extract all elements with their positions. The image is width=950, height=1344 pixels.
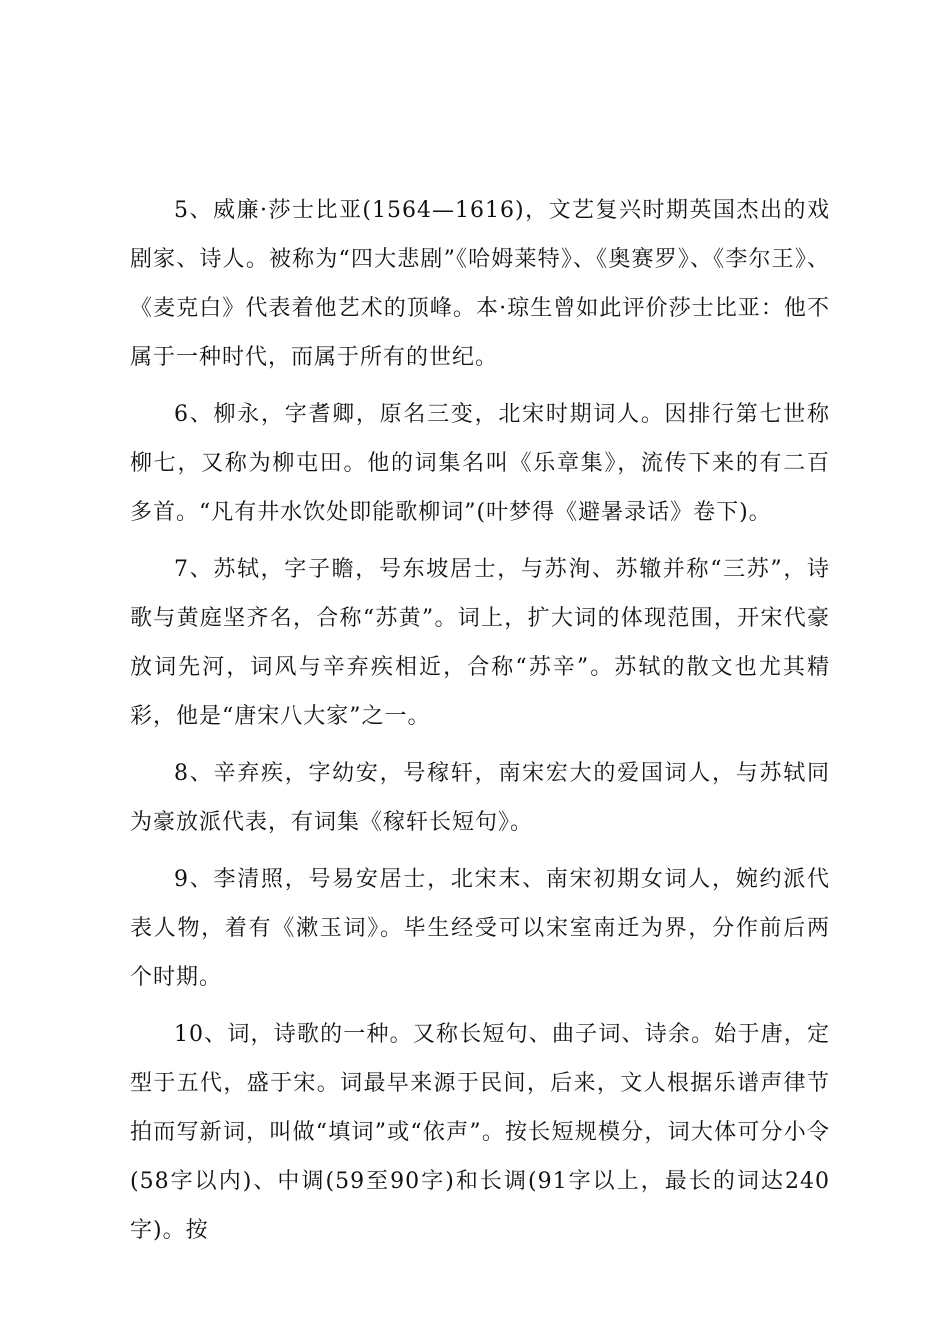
document-body xyxy=(130,186,830,1263)
paragraph-ci-poetry: 10、词，诗歌的一种。又称长短句、曲子词、诗余。始于唐，定型于五代，盛于宋。词最早来源于民间，后来，文人根据乐谱声律节拍而写新词，叫做“填词”或“依声”。按长短规模分，词大体可分小令(58字以内)、中调(59至90字)和长调(91字以上，最长的词达240字)。按 xyxy=(130,1022,830,1243)
paragraph-su-shi: 7、苏轼，字子瞻，号东坡居士，与苏洵、苏辙并称“三苏”，诗歌与黄庭坚齐名，合称“苏黄”。词上，扩大词的体现范围，开宋代豪放词先河，词风与辛弃疾相近，合称“苏辛”。苏轼的散文也尤其精彩，他是“唐宋八大家”之一。 xyxy=(130,557,830,729)
paragraph-shakespeare: 5、威廉·莎士比亚(1564—1616)，文艺复兴时期英国杰出的戏剧家、诗人。被称为“四大悲剧”《哈姆莱特》、《奥赛罗》、《李尔王》、《麦克白》代表着他艺术的顶峰。本·琼生曾如此评价莎士比亚：他不属于一种时代，而属于所有的世纪。 xyxy=(130,198,830,370)
paragraph-li-qingzhao: 9、李清照，号易安居士，北宋末、南宋初期女词人，婉约派代表人物，着有《漱玉词》。毕生经受可以宋室南迁为界，分作前后两个时期。 xyxy=(130,867,830,990)
paragraph-liu-yong: 6、柳永，字耆卿，原名三变，北宋时期词人。因排行第七世称柳七，又称为柳屯田。他的词集名叫《乐章集》，流传下来的有二百多首。“凡有井水饮处即能歌柳词”(叶梦得《避暑录话》卷下)。 xyxy=(130,402,830,525)
paragraph-xin-qiji: 8、辛弃疾，字幼安，号稼轩，南宋宏大的爱国词人，与苏轼同为豪放派代表，有词集《稼轩长短句》。 xyxy=(130,761,830,835)
